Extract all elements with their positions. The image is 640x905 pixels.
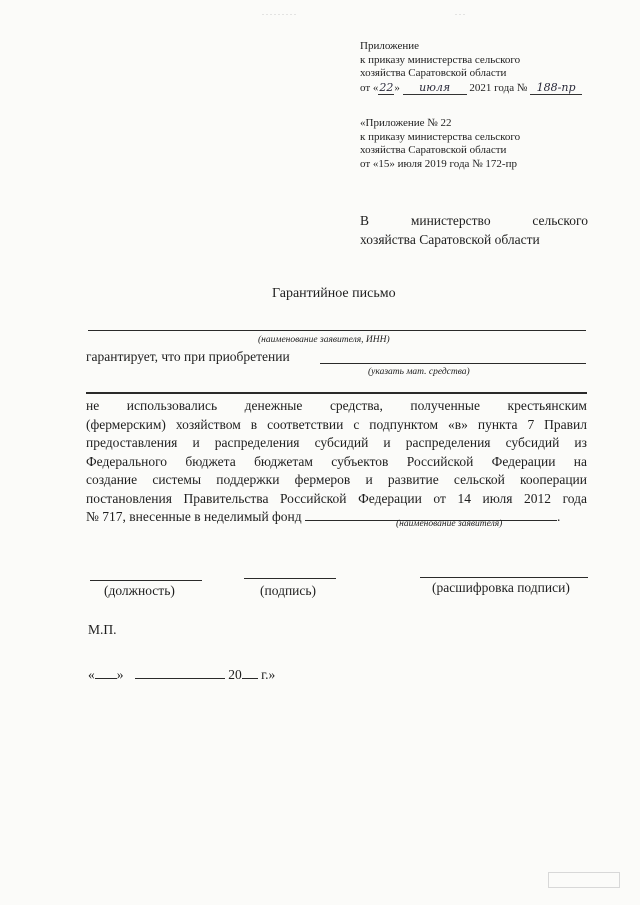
addressee-line-1 bbox=[360, 211, 588, 230]
position-caption: (должность) bbox=[104, 583, 175, 598]
appendix-22-order-line: к приказу министерства сельского bbox=[360, 130, 521, 143]
guarantee-text: гарантирует, что при приобретении bbox=[86, 349, 290, 364]
handwritten-month: июля bbox=[403, 81, 467, 96]
addressee-block bbox=[360, 211, 588, 249]
addressee-word: В bbox=[360, 213, 370, 228]
asset-input-line[interactable] bbox=[320, 363, 586, 364]
date-fill-suffix: г.» bbox=[261, 667, 276, 682]
date-fill-close-quote: » bbox=[116, 667, 124, 682]
paragraph-line-7 bbox=[86, 508, 587, 527]
appendix-date-line bbox=[360, 81, 582, 96]
paragraph-word: средства, bbox=[329, 398, 383, 413]
paragraph-line-3: предоставления и распределения субсидий и распределения субсидий из bbox=[86, 435, 587, 450]
date-open-quote: от « bbox=[360, 81, 379, 94]
addressee-word: сельского bbox=[532, 213, 588, 228]
appendix-ministry-line: хозяйства Саратовской области bbox=[360, 67, 507, 79]
applicant-inn-caption: (наименование заявителя, ИНН) bbox=[258, 335, 390, 345]
decoding-caption: (расшифровка подписи) bbox=[432, 580, 570, 595]
guarantee-paragraph bbox=[86, 397, 587, 527]
date-year-text: 2021 года № bbox=[469, 81, 528, 94]
stamp-placeholder: М.П. bbox=[88, 622, 117, 637]
date-fill-year-prefix: 20 bbox=[228, 667, 242, 682]
addressee-word: министерство bbox=[410, 213, 491, 228]
appendix-22-title: «Приложение № 22 bbox=[360, 117, 452, 129]
day-input-line[interactable] bbox=[95, 678, 117, 679]
scan-marks-right: ... bbox=[455, 8, 467, 17]
paragraph-line-4: Федерального бюджета бюджетам субъектов Российской Федерации на bbox=[86, 453, 587, 469]
document-title: Гарантийное письмо bbox=[272, 286, 396, 301]
paragraph-word: использовались bbox=[126, 398, 218, 413]
scan-artifact-box bbox=[548, 872, 620, 888]
paragraph-line-6: постановления Правительства Российской Федерации от 14 июля 2012 года bbox=[86, 490, 587, 506]
scan-marks-left: ......... bbox=[262, 8, 298, 17]
handwritten-day: 22 bbox=[379, 80, 394, 94]
date-fill-line bbox=[88, 667, 275, 683]
addressee-line-2: хозяйства Саратовской области bbox=[360, 232, 540, 247]
month-input-line[interactable] bbox=[135, 678, 225, 679]
appendix-order-line: к приказу министерства сельского bbox=[360, 53, 521, 66]
paragraph-word: крестьянским bbox=[507, 398, 587, 413]
date-fill-open-quote: « bbox=[88, 667, 95, 682]
asset-continuation-line[interactable] bbox=[86, 392, 587, 394]
signature-caption: (подпись) bbox=[260, 583, 317, 598]
appendix-22-date-line: от «15» июля 2019 года № 172-пр bbox=[360, 157, 517, 170]
paragraph-word: полученные bbox=[410, 398, 480, 413]
paragraph-word: денежные bbox=[244, 398, 303, 413]
paragraph-line-1 bbox=[86, 397, 587, 416]
signature-input-line[interactable] bbox=[244, 578, 336, 579]
applicant-caption: (наименование заявителя) bbox=[396, 519, 503, 529]
paragraph-line-5: создание системы поддержки фермеров и развитие сельской кооперации bbox=[86, 472, 587, 487]
paragraph-end-period: . bbox=[557, 509, 561, 524]
position-input-line[interactable] bbox=[90, 580, 202, 581]
date-close-quote: » bbox=[394, 81, 400, 94]
paragraph-line-2: (фермерским) хозяйством в соответствии с подпунктом «в» пункта 7 Правил bbox=[86, 416, 587, 432]
paragraph-word: не bbox=[86, 398, 100, 413]
applicant-input-line[interactable] bbox=[88, 330, 586, 331]
appendix-title: Приложение bbox=[360, 40, 420, 52]
asset-caption: (указать мат. средства) bbox=[368, 367, 470, 377]
appendix-block bbox=[360, 40, 582, 95]
paragraph-fund-text: № 717, внесенные в неделимый фонд bbox=[86, 509, 302, 524]
year-input-line[interactable] bbox=[242, 678, 258, 679]
appendix-22-block bbox=[360, 117, 520, 171]
handwritten-number: 188-пр bbox=[530, 81, 582, 96]
signature-decoding-input-line[interactable] bbox=[420, 577, 588, 578]
appendix-22-ministry-line: хозяйства Саратовской области bbox=[360, 144, 507, 156]
